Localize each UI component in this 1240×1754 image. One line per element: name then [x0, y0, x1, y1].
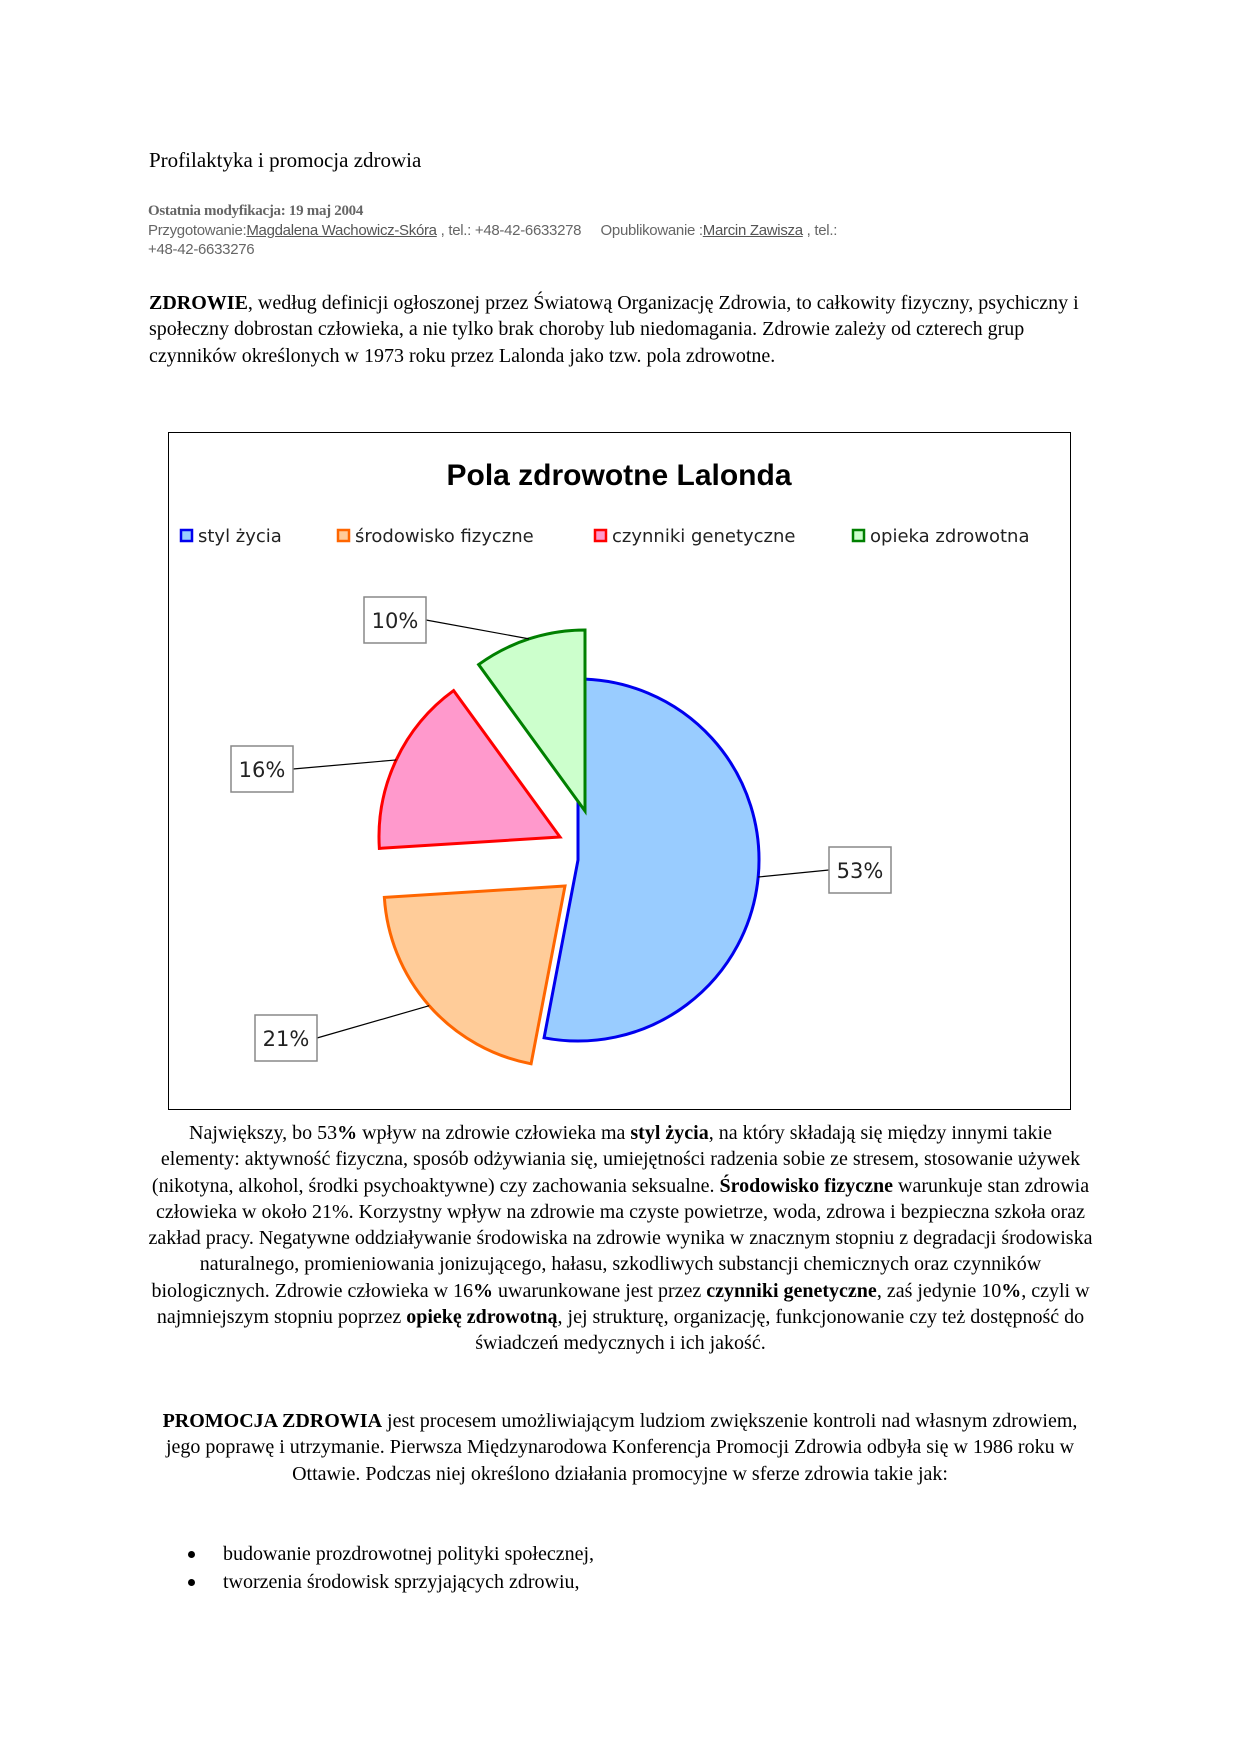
legend-item: [181, 526, 282, 547]
pie-chart: [168, 432, 1071, 1110]
bold-text: ZDROWIE: [149, 292, 248, 314]
legend-swatch: [595, 530, 606, 541]
legend-label: opieka zdrowotna: [870, 526, 1030, 547]
bold-text: PROMOCJA ZDROWIA: [162, 1410, 383, 1432]
bold-text: %: [473, 1279, 494, 1302]
legend-swatch: [338, 530, 349, 541]
data-label: 21%: [262, 1027, 310, 1051]
bullet-list: [150, 1540, 594, 1596]
paragraph-factors: [148, 1120, 1093, 1357]
chart-legend: [181, 526, 1030, 547]
text-segment: uwarunkowane jest przez: [493, 1279, 707, 1302]
text-segment: jest procesem umożliwiającym ludziom zwiększenie kontroli nad własnym zdrowiem, jego poprawę i utrzymanie. Pierwsza Międzynarodowa Konferencja Promocji Zdrowia odbyła się w 1986 roku w Ottawie. Podczas niej określono działania promocyjne w sferze zdrowia takie jak:: [165, 1410, 1078, 1485]
text-segment: , zaś jedynie 10: [876, 1279, 1002, 1302]
pie-chart-svg: [169, 433, 1069, 1108]
text-segment: , na który składają się między innymi takie elementy: aktywność fizyczna, sposób odżywiania się, umiejętności radzenia sobie ze stresem, stosowanie używek (nikotyna, alkohol, środki psychoaktywne) czy zachowania seksualne.: [151, 1122, 1081, 1197]
legend-label: styl życia: [198, 526, 282, 547]
text-segment: , czyli w najmniejszym stopniu poprzez: [156, 1279, 1090, 1329]
bold-text: Środowisko fizyczne: [719, 1174, 894, 1197]
leader-line: [758, 870, 829, 877]
last-modified: Ostatnia modyfikacja: 19 maj 2004: [148, 203, 364, 219]
prepared-author-link[interactable]: Magdalena Wachowicz-Skóra: [246, 222, 437, 239]
legend-item: [595, 526, 795, 547]
paragraph-definition: [149, 290, 1079, 369]
author-line: [148, 222, 837, 239]
pie-slice: [384, 886, 565, 1064]
leader-line: [317, 1006, 429, 1038]
data-label: 53%: [836, 859, 884, 883]
published-label: Opublikowanie :: [600, 222, 703, 239]
chart-title: Pola zdrowotne Lalonda: [446, 459, 792, 492]
text-segment: wpływ na zdrowie człowieka ma: [357, 1122, 631, 1144]
legend-swatch: [853, 530, 864, 541]
published-tel-continued: +48-42-6633276: [148, 241, 255, 258]
legend-item: [338, 526, 534, 547]
bold-text: opiekę zdrowotną: [406, 1306, 558, 1329]
list-item: budowanie prozdrowotnej polityki społecznej,: [223, 1540, 594, 1568]
pie-slices: [379, 630, 759, 1064]
bold-text: styl życia: [630, 1122, 709, 1144]
legend-swatch: [181, 530, 192, 541]
bold-text: czynniki genetyczne: [706, 1279, 877, 1302]
paragraph-promotion: [160, 1408, 1080, 1487]
published-author-link[interactable]: Marcin Zawisza: [702, 222, 803, 239]
prepared-label: Przygotowanie:: [148, 222, 247, 239]
list-item: tworzenia środowisk sprzyjających zdrowiu,: [223, 1568, 594, 1596]
text-segment: warunkuje stan zdrowia człowieka w około 21%. Korzystny wpływ na zdrowie ma czyste powietrze, woda, zdrowa i bezpieczna szkoła oraz zakład pracy. Negatywne oddziaływanie środowiska na zdrowie wynika w znacznym stopniu z degradacji środowiska naturalnego, promieniowania jonizującego, hałasu, szkodliwych substancji chemicznych oraz czynników biologicznych. Zdrowie człowieka w 16: [148, 1174, 1093, 1302]
text-segment: , według definicji ogłoszonej przez Światową Organizację Zdrowia, to całkowity fizyczny, psychiczny i społeczny dobrostan człowieka, a nie tylko brak choroby lub niedomagania. Zdrowie zależy od czterech grup czynników określonych w 1973 roku przez Lalonda jako tzw. pola zdrowotne.: [149, 292, 1079, 367]
published-tel: , tel.:: [802, 222, 838, 239]
prepared-tel: , tel.: +48-42-6633278: [436, 222, 582, 239]
bold-text: %: [1001, 1279, 1022, 1302]
leader-line: [426, 620, 529, 639]
data-label: 16%: [238, 758, 286, 782]
legend-item: [853, 526, 1030, 547]
data-label: 10%: [371, 609, 419, 633]
legend-label: czynniki genetyczne: [612, 526, 796, 547]
document-title: Profilaktyka i promocja zdrowia: [149, 148, 422, 172]
bold-text: %: [337, 1122, 358, 1144]
legend-label: środowisko fizyczne: [355, 526, 534, 547]
leader-line: [293, 760, 396, 769]
text-segment: , jej strukturę, organizację, funkcjonowanie czy też dostępność do świadczeń medycznych i ich jakość.: [475, 1306, 1085, 1355]
text-segment: Największy, bo 53: [189, 1122, 338, 1144]
